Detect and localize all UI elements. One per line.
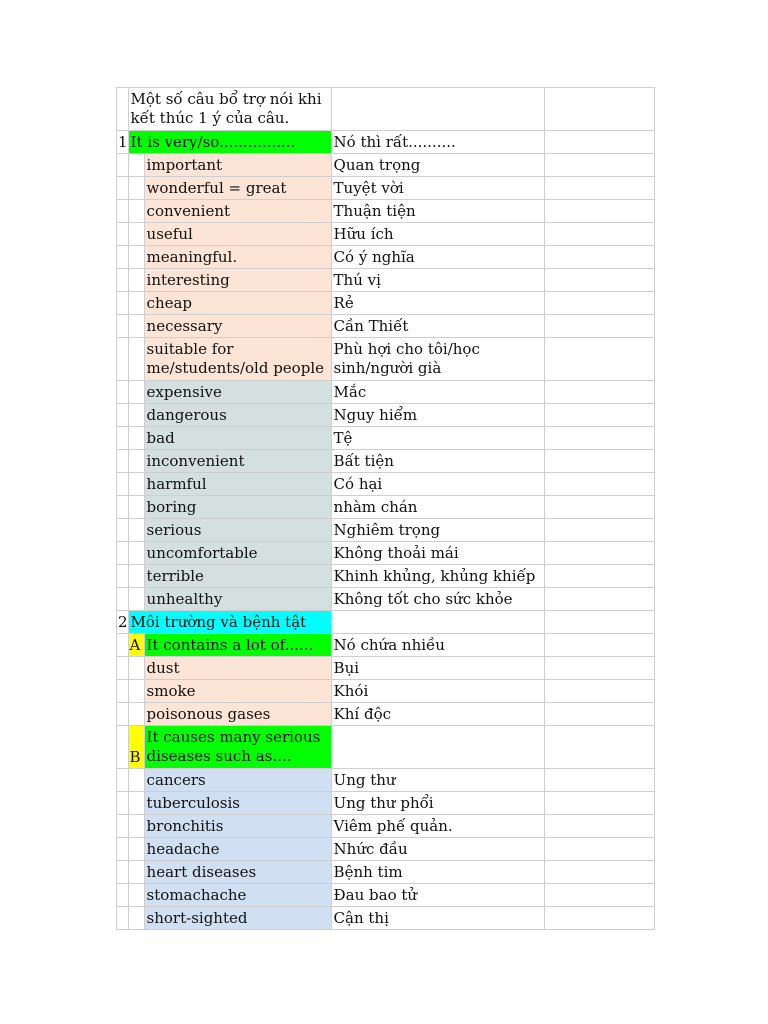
vocab-word[interactable]: wonderful = great — [144, 177, 331, 200]
number-cell[interactable] — [117, 726, 129, 769]
number-cell[interactable] — [117, 404, 129, 427]
table-row — [117, 427, 655, 450]
vocab-word[interactable]: dangerous — [144, 404, 331, 427]
vocab-word[interactable]: serious — [144, 519, 331, 542]
number-cell[interactable] — [117, 450, 129, 473]
empty-cell[interactable] — [544, 907, 654, 930]
empty-cell[interactable] — [544, 315, 654, 338]
table-row — [117, 611, 655, 634]
vocab-word[interactable]: expensive — [144, 381, 331, 404]
indent-cell[interactable] — [128, 177, 144, 200]
table-row — [117, 338, 655, 381]
table-row — [117, 154, 655, 177]
vocab-translation[interactable]: Hữu ích — [331, 223, 544, 246]
empty-cell[interactable] — [544, 450, 654, 473]
table-row — [117, 177, 655, 200]
table-row — [117, 315, 655, 338]
number-cell[interactable] — [117, 542, 129, 565]
number-cell[interactable] — [117, 381, 129, 404]
vocab-translation[interactable]: Rẻ — [331, 292, 544, 315]
vocab-word[interactable]: boring — [144, 496, 331, 519]
indent-cell[interactable] — [128, 657, 144, 680]
sub-heading[interactable]: It contains a lot of...... — [144, 634, 331, 657]
vocab-translation[interactable]: Ung thư phổi — [331, 792, 544, 815]
table-row — [117, 680, 655, 703]
vocab-word[interactable]: dust — [144, 657, 331, 680]
vocabulary-table — [116, 87, 655, 930]
number-cell[interactable] — [117, 246, 129, 269]
vocab-word[interactable]: useful — [144, 223, 331, 246]
table-row — [117, 450, 655, 473]
vocab-translation[interactable]: Khói — [331, 680, 544, 703]
number-cell[interactable] — [117, 588, 129, 611]
sub-letter[interactable]: A — [128, 634, 144, 657]
section-number[interactable]: 2 — [117, 611, 129, 634]
vocab-translation[interactable]: Không thoải mái — [331, 542, 544, 565]
vocab-word[interactable]: bad — [144, 427, 331, 450]
indent-cell[interactable] — [128, 542, 144, 565]
indent-cell[interactable] — [128, 792, 144, 815]
table-row — [117, 404, 655, 427]
indent-cell[interactable] — [128, 269, 144, 292]
number-cell[interactable] — [117, 496, 129, 519]
table-row — [117, 223, 655, 246]
indent-cell[interactable] — [128, 769, 144, 792]
vocab-word[interactable]: stomachache — [144, 884, 331, 907]
number-cell[interactable] — [117, 792, 129, 815]
indent-cell[interactable] — [128, 223, 144, 246]
vocab-translation[interactable]: nhàm chán — [331, 496, 544, 519]
vocab-word[interactable]: smoke — [144, 680, 331, 703]
vocab-word[interactable]: headache — [144, 838, 331, 861]
number-cell[interactable] — [117, 884, 129, 907]
table-row — [117, 703, 655, 726]
table-row — [117, 657, 655, 680]
translation-cell[interactable] — [331, 88, 544, 131]
section-heading[interactable]: Môi trường và bệnh tật — [128, 611, 331, 634]
indent-cell[interactable] — [128, 450, 144, 473]
table-row — [117, 565, 655, 588]
empty-cell[interactable] — [544, 792, 654, 815]
empty-cell[interactable] — [544, 177, 654, 200]
number-cell[interactable] — [117, 907, 129, 930]
number-cell[interactable] — [117, 223, 129, 246]
empty-cell[interactable] — [544, 519, 654, 542]
empty-cell[interactable] — [544, 861, 654, 884]
table-row — [117, 496, 655, 519]
empty-cell[interactable] — [544, 131, 654, 154]
vocab-translation[interactable]: Nguy hiểm — [331, 404, 544, 427]
empty-cell[interactable] — [544, 815, 654, 838]
empty-cell[interactable] — [544, 634, 654, 657]
number-cell[interactable] — [117, 427, 129, 450]
vocab-translation[interactable]: Tuyệt vời — [331, 177, 544, 200]
vocab-word[interactable]: interesting — [144, 269, 331, 292]
vocab-word[interactable]: heart diseases — [144, 861, 331, 884]
sub-letter[interactable]: B — [128, 726, 144, 769]
empty-cell[interactable] — [544, 200, 654, 223]
empty-cell[interactable] — [544, 473, 654, 496]
vocab-translation[interactable]: Khí độc — [331, 703, 544, 726]
vocab-translation[interactable]: Có hại — [331, 473, 544, 496]
translation-cell[interactable] — [331, 611, 544, 634]
table-row — [117, 907, 655, 930]
indent-cell[interactable] — [128, 588, 144, 611]
vocab-word[interactable]: meaningful. — [144, 246, 331, 269]
empty-cell[interactable] — [544, 269, 654, 292]
number-cell[interactable] — [117, 565, 129, 588]
vocab-word[interactable]: harmful — [144, 473, 331, 496]
indent-cell[interactable] — [128, 565, 144, 588]
vocab-translation[interactable]: Nghiêm trọng — [331, 519, 544, 542]
empty-cell[interactable] — [544, 542, 654, 565]
empty-cell[interactable] — [544, 154, 654, 177]
vocab-word[interactable]: unhealthy — [144, 588, 331, 611]
indent-cell[interactable] — [128, 315, 144, 338]
empty-cell[interactable] — [544, 680, 654, 703]
indent-cell[interactable] — [128, 861, 144, 884]
empty-cell[interactable] — [544, 703, 654, 726]
empty-cell[interactable] — [544, 292, 654, 315]
indent-cell[interactable] — [128, 884, 144, 907]
vocab-translation[interactable]: Viêm phế quản. — [331, 815, 544, 838]
empty-cell[interactable] — [544, 565, 654, 588]
vocab-translation[interactable]: Thuận tiện — [331, 200, 544, 223]
vocab-translation[interactable]: Không tốt cho sức khỏe — [331, 588, 544, 611]
vocab-translation[interactable]: Nhức đầu — [331, 838, 544, 861]
table-row — [117, 88, 655, 131]
vocab-word[interactable]: tuberculosis — [144, 792, 331, 815]
table-row — [117, 634, 655, 657]
empty-cell[interactable] — [544, 611, 654, 634]
table-row — [117, 838, 655, 861]
table-row — [117, 381, 655, 404]
number-cell[interactable] — [117, 519, 129, 542]
empty-cell[interactable] — [544, 657, 654, 680]
number-cell[interactable] — [117, 338, 129, 381]
table-row — [117, 726, 655, 769]
number-cell[interactable] — [117, 861, 129, 884]
translation-cell[interactable] — [331, 726, 544, 769]
number-cell[interactable] — [117, 154, 129, 177]
indent-cell[interactable] — [128, 680, 144, 703]
vocab-word[interactable]: terrible — [144, 565, 331, 588]
empty-cell[interactable] — [544, 588, 654, 611]
indent-cell[interactable] — [128, 815, 144, 838]
table-row — [117, 542, 655, 565]
number-cell[interactable] — [117, 838, 129, 861]
vocab-translation[interactable]: Quan trọng — [331, 154, 544, 177]
indent-cell[interactable] — [128, 246, 144, 269]
number-cell[interactable] — [117, 269, 129, 292]
vocab-translation[interactable]: Đau bao tử — [331, 884, 544, 907]
indent-cell[interactable] — [128, 381, 144, 404]
table-row — [117, 292, 655, 315]
table-row — [117, 861, 655, 884]
indent-cell[interactable] — [128, 292, 144, 315]
translation-cell[interactable]: Nó thì rất.......... — [331, 131, 544, 154]
vocab-translation[interactable]: Có ý nghĩa — [331, 246, 544, 269]
empty-cell[interactable] — [544, 838, 654, 861]
translation-cell[interactable]: Nó chứa nhiều — [331, 634, 544, 657]
vocab-translation[interactable]: Ung thư — [331, 769, 544, 792]
vocab-word[interactable]: cheap — [144, 292, 331, 315]
table-row — [117, 588, 655, 611]
indent-cell[interactable] — [128, 473, 144, 496]
header-cell[interactable]: Một số câu bổ trợ nói khi kết thúc 1 ý của câu. — [128, 88, 331, 131]
number-cell[interactable] — [117, 634, 129, 657]
indent-cell[interactable] — [128, 338, 144, 381]
vocab-word[interactable]: bronchitis — [144, 815, 331, 838]
indent-cell[interactable] — [128, 907, 144, 930]
empty-cell[interactable] — [544, 769, 654, 792]
vocab-translation[interactable]: Tệ — [331, 427, 544, 450]
indent-cell[interactable] — [128, 200, 144, 223]
vocab-word[interactable]: inconvenient — [144, 450, 331, 473]
indent-cell[interactable] — [128, 519, 144, 542]
vocab-word[interactable]: short-sighted — [144, 907, 331, 930]
empty-cell[interactable] — [544, 726, 654, 769]
indent-cell[interactable] — [128, 427, 144, 450]
empty-cell[interactable] — [544, 404, 654, 427]
number-cell[interactable] — [117, 769, 129, 792]
vocab-translation[interactable]: Phù hợi cho tôi/học sinh/người già — [331, 338, 544, 381]
empty-cell[interactable] — [544, 427, 654, 450]
vocab-translation[interactable]: Khinh khủng, khủng khiếp — [331, 565, 544, 588]
vocab-word[interactable]: poisonous gases — [144, 703, 331, 726]
empty-cell[interactable] — [544, 223, 654, 246]
table-row — [117, 519, 655, 542]
number-cell[interactable] — [117, 680, 129, 703]
number-cell[interactable] — [117, 200, 129, 223]
table-row — [117, 792, 655, 815]
empty-cell[interactable] — [544, 246, 654, 269]
empty-cell[interactable] — [544, 381, 654, 404]
table-row — [117, 200, 655, 223]
vocab-translation[interactable]: Mắc — [331, 381, 544, 404]
vocab-translation[interactable]: Cận thị — [331, 907, 544, 930]
vocab-word[interactable]: convenient — [144, 200, 331, 223]
empty-cell[interactable] — [544, 338, 654, 381]
vocab-word[interactable]: suitable for me/students/old people — [144, 338, 331, 381]
table-row — [117, 815, 655, 838]
vocab-translation[interactable]: Bụi — [331, 657, 544, 680]
table-row — [117, 246, 655, 269]
vocab-word[interactable]: uncomfortable — [144, 542, 331, 565]
table-row — [117, 473, 655, 496]
empty-cell[interactable] — [544, 884, 654, 907]
vocab-word[interactable]: necessary — [144, 315, 331, 338]
indent-cell[interactable] — [128, 838, 144, 861]
vocab-word[interactable]: cancers — [144, 769, 331, 792]
vocab-word[interactable]: important — [144, 154, 331, 177]
table-row — [117, 769, 655, 792]
table-row — [117, 131, 655, 154]
number-cell[interactable] — [117, 657, 129, 680]
sub-heading[interactable]: It causes many serious diseases such as.... — [144, 726, 331, 769]
vocab-translation[interactable]: Bất tiện — [331, 450, 544, 473]
vocab-translation[interactable]: Bệnh tim — [331, 861, 544, 884]
section-number[interactable]: 1 — [117, 131, 129, 154]
vocab-translation[interactable]: Cần Thiết — [331, 315, 544, 338]
empty-cell[interactable] — [544, 496, 654, 519]
indent-cell[interactable] — [128, 703, 144, 726]
indent-cell[interactable] — [128, 154, 144, 177]
number-cell[interactable] — [117, 292, 129, 315]
indent-cell[interactable] — [128, 404, 144, 427]
table-row — [117, 884, 655, 907]
vocab-translation[interactable]: Thú vị — [331, 269, 544, 292]
table-row — [117, 269, 655, 292]
number-cell[interactable] — [117, 88, 129, 131]
number-cell[interactable] — [117, 815, 129, 838]
indent-cell[interactable] — [128, 496, 144, 519]
number-cell[interactable] — [117, 703, 129, 726]
number-cell[interactable] — [117, 177, 129, 200]
section-heading[interactable]: It is very/so................ — [128, 131, 331, 154]
number-cell[interactable] — [117, 315, 129, 338]
number-cell[interactable] — [117, 473, 129, 496]
empty-cell[interactable] — [544, 88, 654, 131]
